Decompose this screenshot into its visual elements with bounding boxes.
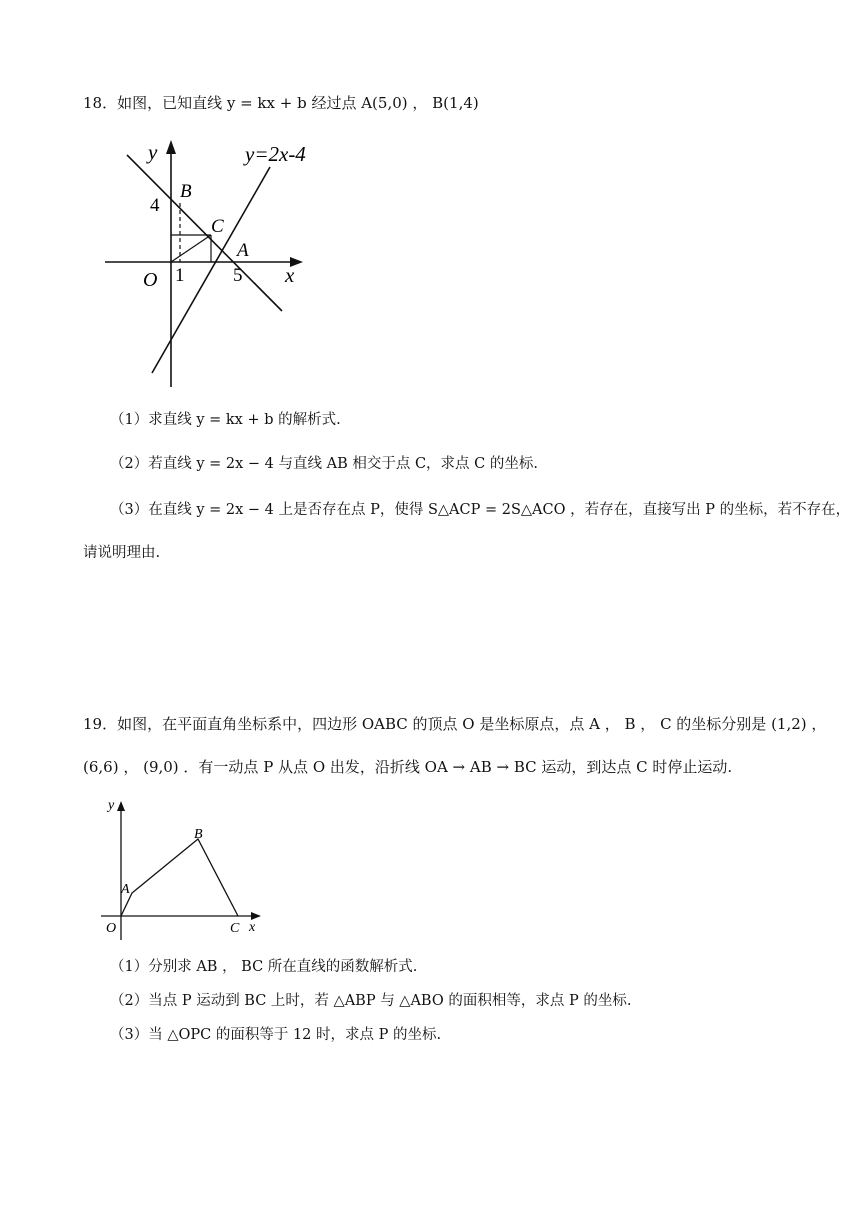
q18-part3-line2: 请说明理由.	[83, 545, 161, 561]
q18-label-o: O	[143, 269, 158, 291]
q19-part2: （2）当点 P 运动到 BC 上时，若 △ABP 与 △ABO 的面积相等，求点 P 的坐标.	[110, 993, 632, 1009]
q18-figure	[100, 135, 325, 395]
q18-label-4: 4	[150, 195, 160, 216]
q18-segment-oc	[171, 235, 211, 262]
q18-label-y: y	[148, 140, 158, 164]
q18-label-a: A	[237, 240, 249, 261]
q18-label-5: 5	[233, 265, 243, 286]
q18-part1: （1）求直线 y = kx + b 的解析式.	[110, 412, 341, 428]
q19-label-a: A	[121, 882, 130, 897]
q18-label-c: C	[211, 216, 224, 237]
q19-label-c: C	[230, 921, 240, 936]
q18-part3-line1: （3）在直线 y = 2x − 4 上是否存在点 P，使得 S△ACP = 2S△ACO ，若存在，直接写出 P 的坐标，若不存在，	[110, 502, 851, 518]
q18-title: 18．如图，已知直线 y = kx + b 经过点 A(5,0) ， B(1,4)	[83, 94, 479, 112]
q19-label-o: O	[106, 921, 117, 936]
q19-label-b: B	[194, 827, 203, 842]
q18-part2: （2）若直线 y = 2x − 4 与直线 AB 相交于点 C，求点 C 的坐标.	[110, 456, 538, 472]
q18-label-b: B	[180, 181, 192, 202]
q18-label-line: y=2x-4	[245, 142, 306, 166]
q19-y-arrow-icon	[117, 801, 125, 811]
q19-path-oabc	[121, 839, 238, 916]
q19-title-line2: (6,6) ， (9,0) ．有一动点 P 从点 O 出发，沿折线 OA → AB → BC 运动，到达点 C 时停止运动.	[83, 758, 733, 776]
q19-label-y: y	[108, 798, 115, 813]
q19-part3: （3）当 △OPC 的面积等于 12 时，求点 P 的坐标.	[110, 1027, 442, 1043]
q19-part1: （1）分别求 AB ， BC 所在直线的函数解析式.	[110, 959, 418, 975]
q18-label-1: 1	[175, 265, 185, 286]
q19-x-arrow-icon	[251, 912, 261, 920]
q18-y-arrow-icon	[166, 140, 176, 154]
q19-title-line1: 19．如图，在平面直角坐标系中，四边形 OABC 的顶点 O 是坐标原点，点 A ， B ， C 的坐标分别是 (1,2) ，	[83, 715, 827, 733]
q18-label-x: x	[285, 263, 295, 287]
q19-label-x: x	[249, 920, 256, 935]
q19-figure	[98, 795, 268, 945]
